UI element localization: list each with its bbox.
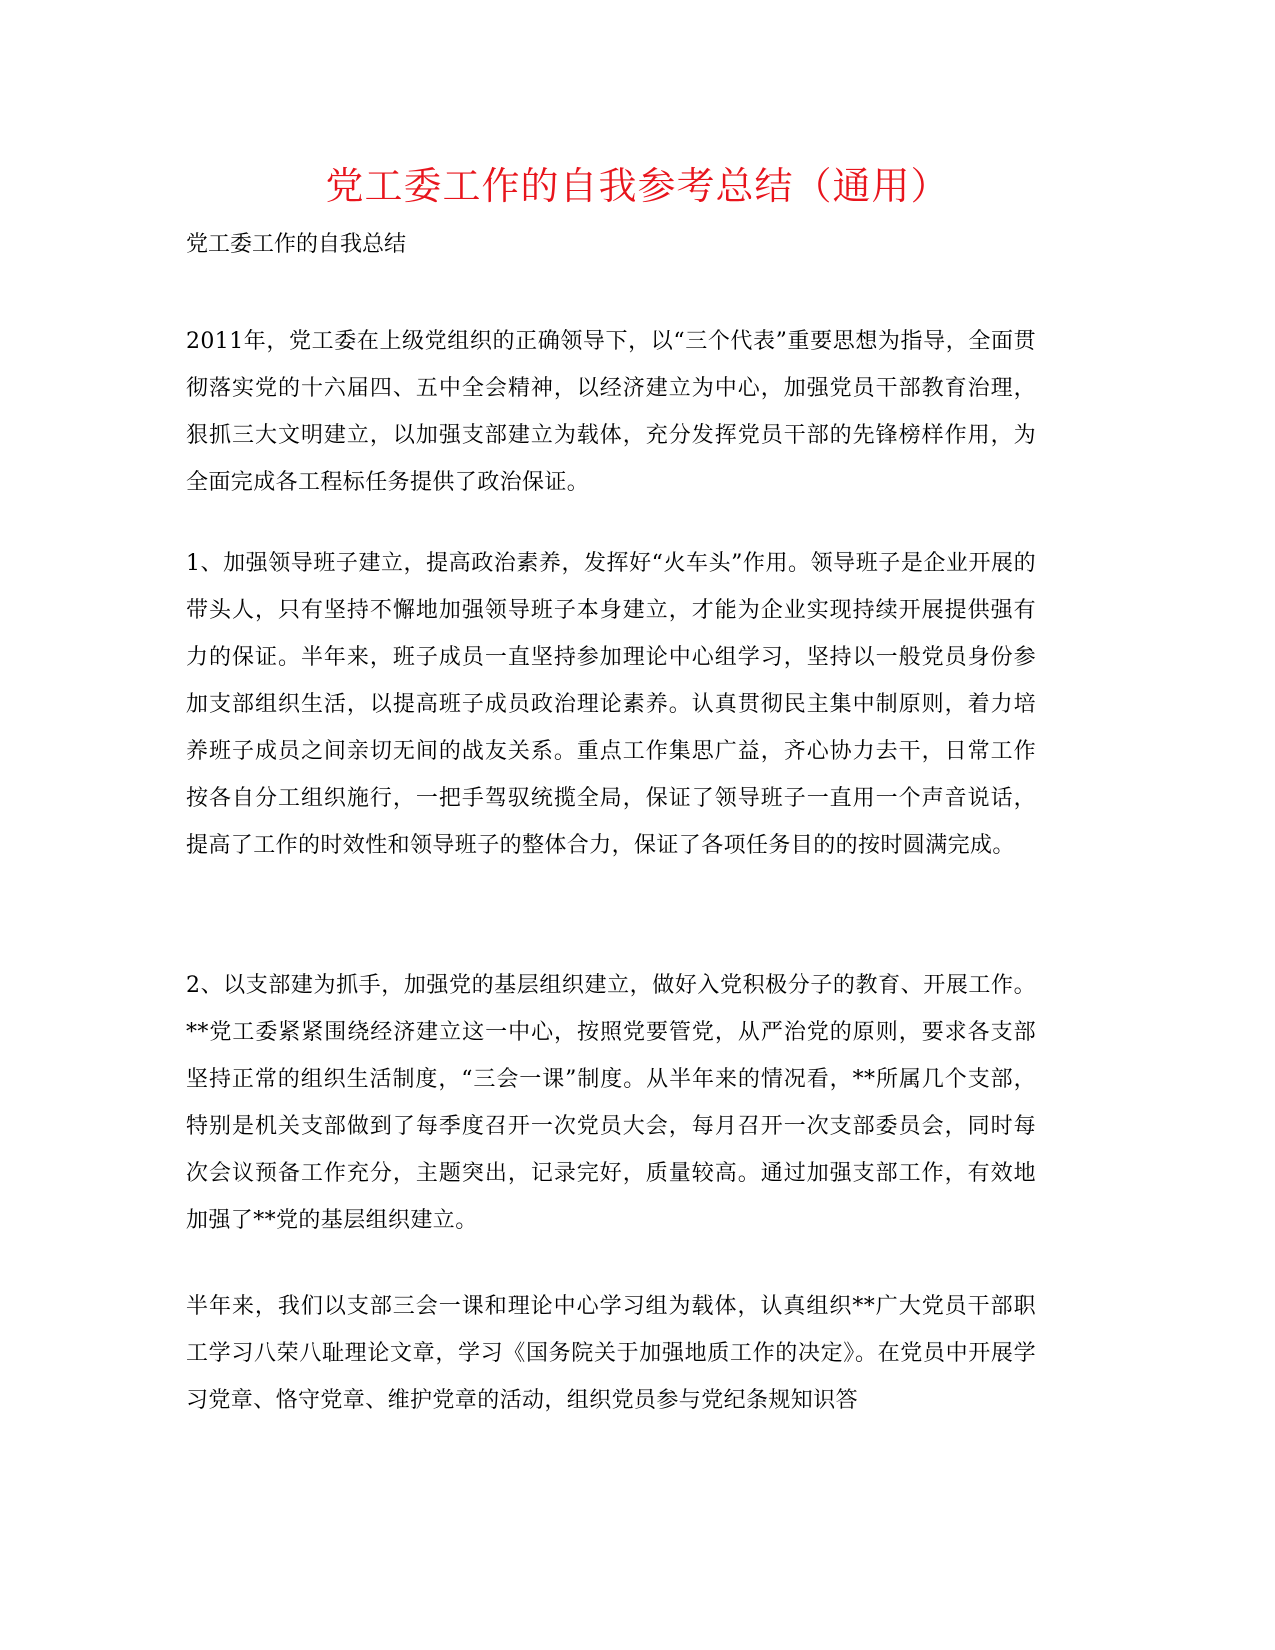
paragraph-branch-building: 2、以支部建为抓手，加强党的基层组织建立，做好入党积极分子的教育、开展工作。**党工委紧紧围绕经济建立这一中心，按照党要管党，从严治党的原则，要求各支部坚持正常的组织生活制度，“三会一课”制度。从半年来的情况看，**所属几个支部，特别是机关支部做到了每季度召开一次党员大会，每月召开一次支部委员会，同时每次会议预备工作充分，主题突出，记录完好，质量较高。通过加强支部工作，有效地加强了**党的基层组织建立。	[186, 973, 1036, 1233]
document-title: 党工委工作的自我参考总结（通用）	[325, 164, 950, 208]
document-subtitle: 党工委工作的自我总结	[186, 232, 407, 257]
paragraph-leadership: 1、加强领导班子建立，提高政治素养，发挥好“火车头”作用。领导班子是企业开展的带头人，只有坚持不懈地加强领导班子本身建立，才能为企业实现持续开展提供强有力的保证。半年来，班子成员一直坚持参加理论中心组学习，坚持以一般党员身份参加支部组织生活，以提高班子成员政治理论素养。认真贯彻民主集中制原则，着力培养班子成员之间亲切无间的战友关系。重点工作集思广益，齐心协力去干，日常工作按各自分工组织施行，一把手驾驭统揽全局，保证了领导班子一直用一个声音说话，提高了工作的时效性和领导班子的整体合力，保证了各项任务目的的按时圆满完成。	[186, 551, 1036, 858]
paragraph-study: 半年来，我们以支部三会一课和理论中心学习组为载体，认真组织**广大党员干部职工学习八荣八耻理论文章，学习《国务院关于加强地质工作的决定》。在党员中开展学习党章、恪守党章、维护党章的活动，组织党员参与党纪条规知识答	[186, 1294, 1036, 1413]
paragraph-intro: 2011年，党工委在上级党组织的正确领导下，以“三个代表”重要思想为指导，全面贯彻落实党的十六届四、五中全会精神，以经济建立为中心，加强党员干部教育治理，狠抓三大文明建立，以加强支部建立为载体，充分发挥党员干部的先锋榜样作用，为全面完成各工程标任务提供了政治保证。	[186, 329, 1036, 495]
